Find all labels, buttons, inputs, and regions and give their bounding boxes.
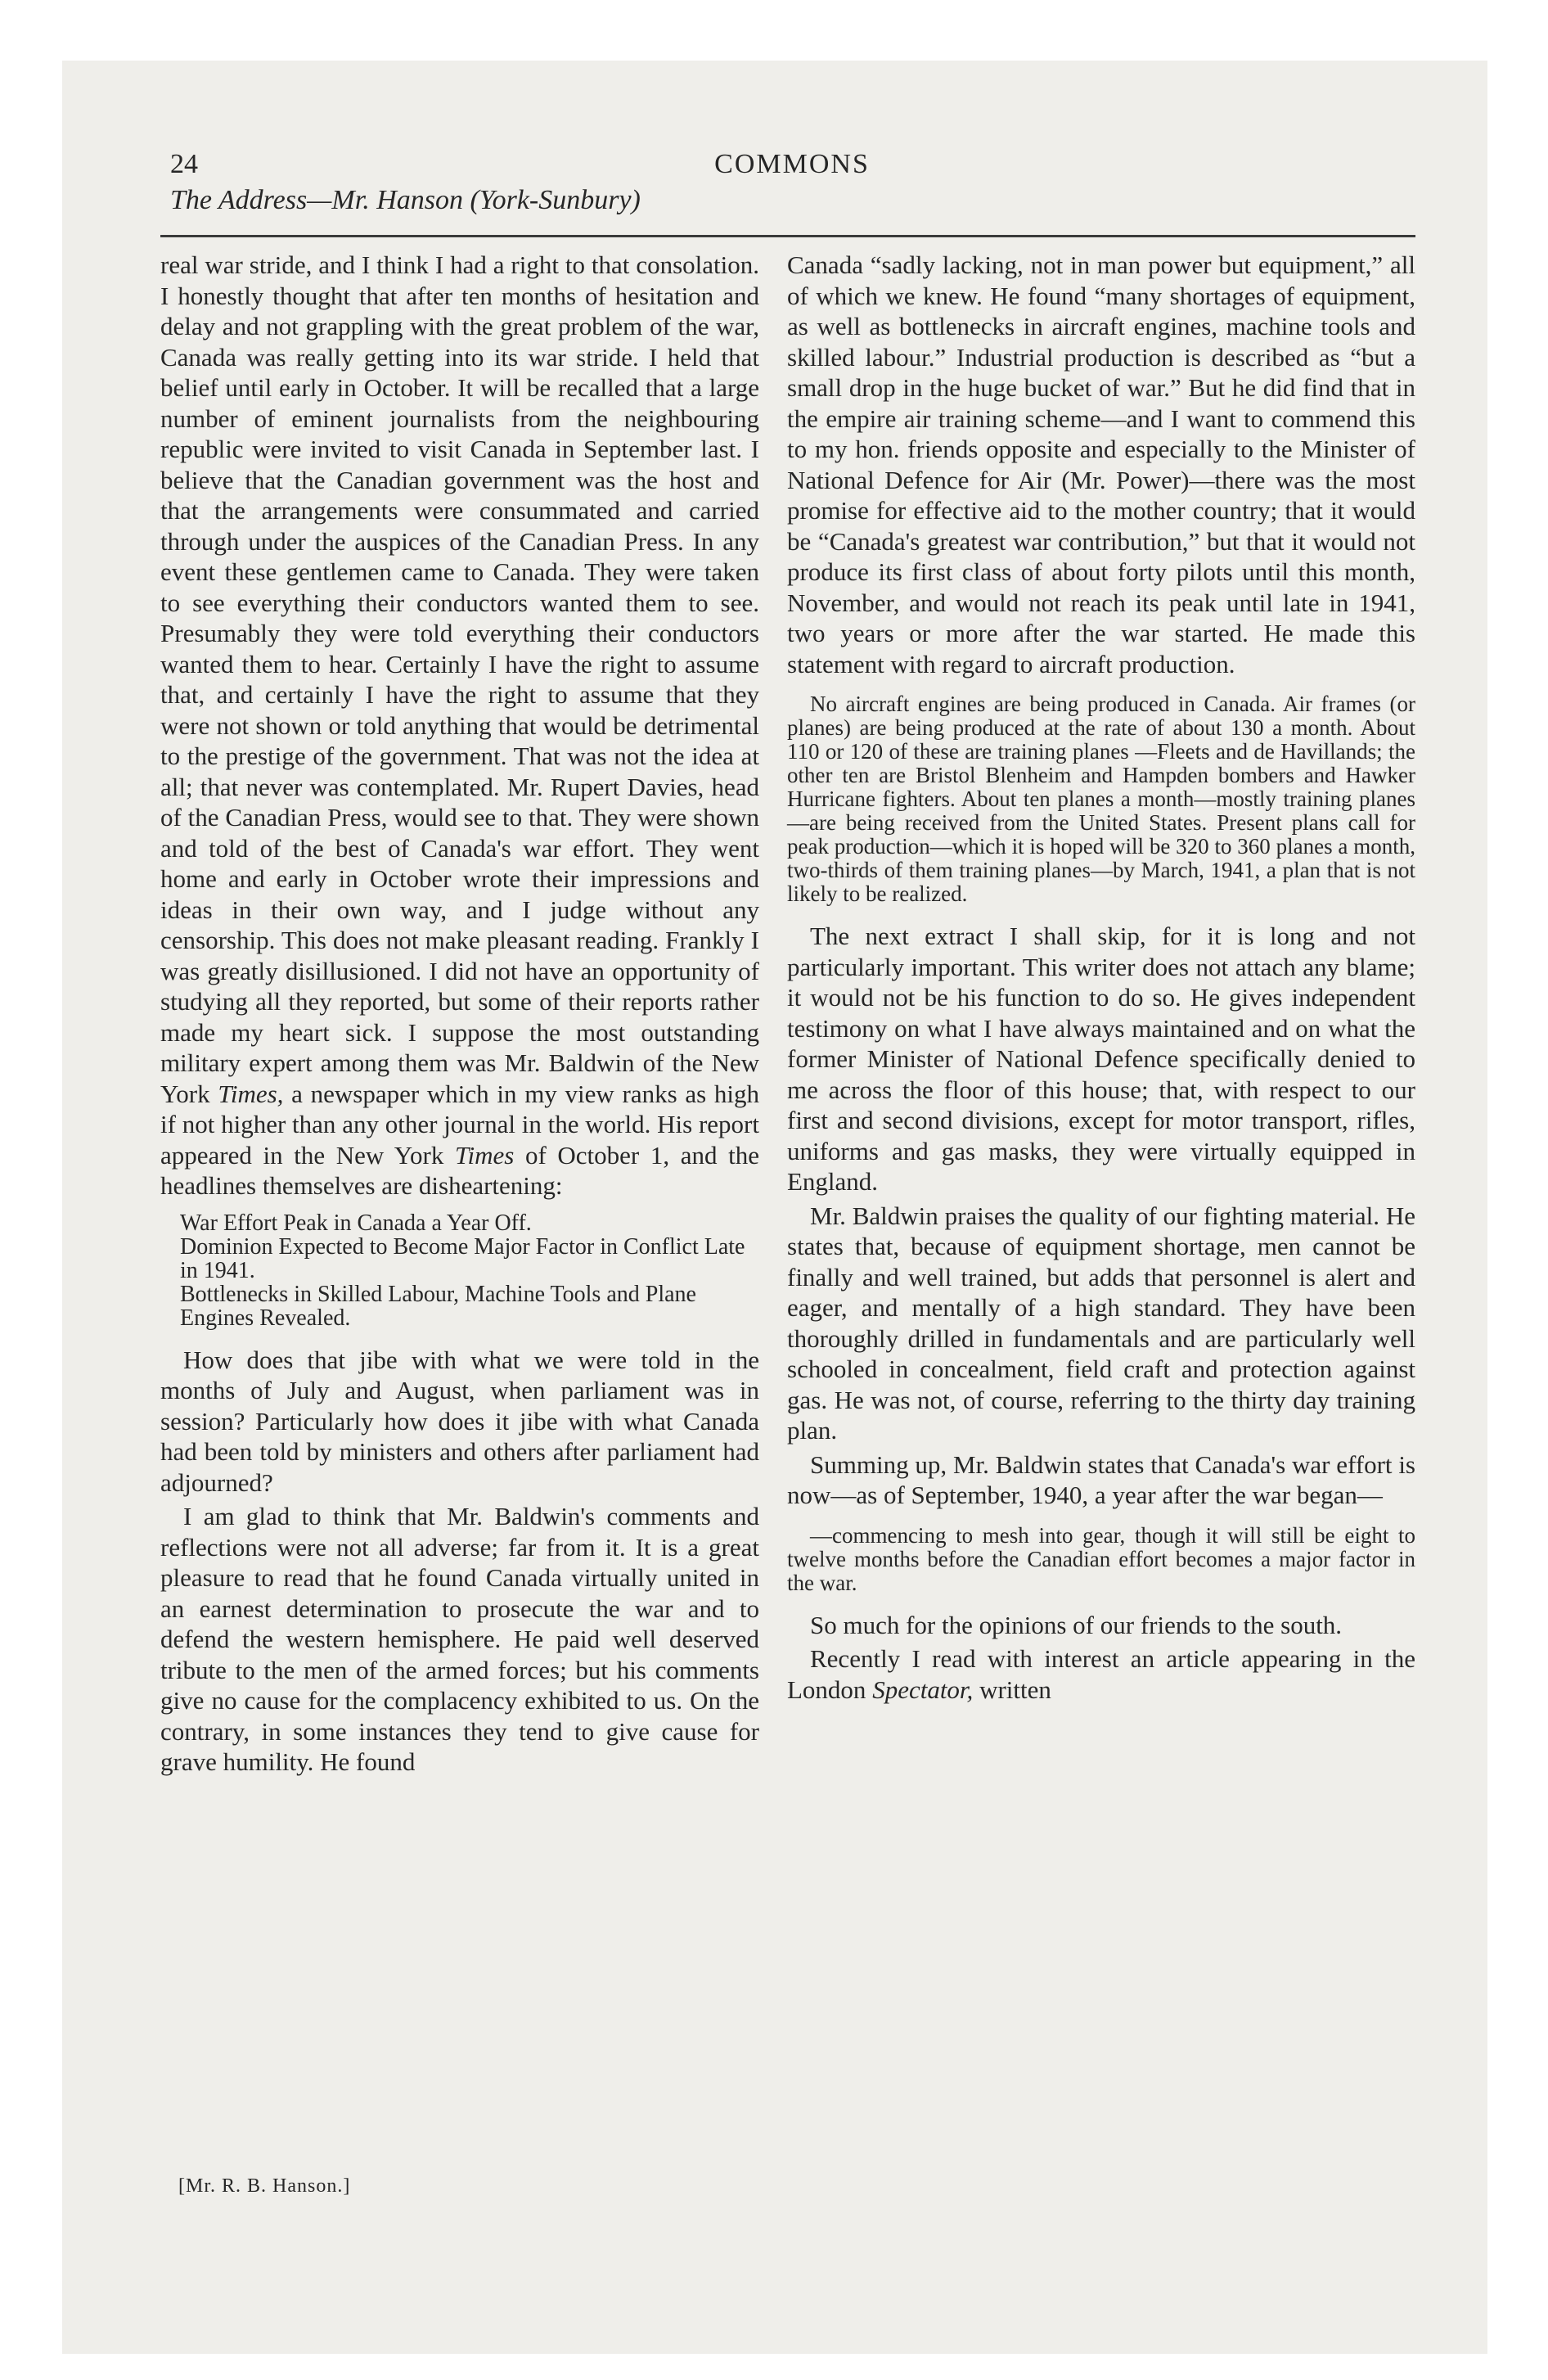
paragraph: Canada “sadly lacking, not in man power but equipment,” all of which we knew. He found “many shortages of equipment, as well as bottlenecks in aircraft engines, machine tools and skilled labour.” Industrial production is described as “but a small drop in the huge bucket of war.” But he did find that in the empire air training scheme—and I want to commend this to my hon. friends opposite and especially to the Minister of National Defence for Air (Mr. Power)—there was the most promise for effective aid to the mother country; that it would be “Canada's greatest war contribution,” but that it would not produce its first class of about forty pilots until this month, November, and would not reach its peak until late in 1941, two years or more after the war started. He made this statement with regard to aircraft production. xyxy=(787,250,1415,678)
italic-text: Times xyxy=(454,1140,515,1170)
paragraph: I am glad to think that Mr. Baldwin's comments and reflections were not all adverse; far from it. It is a great pleasure to read that he found Canada virtually united in an earnest determination to prosecute the war and to defend the western hemisphere. He paid well deserved tribute to the men of the armed forces; but his comments give no cause for the complacency exhibited to us. On the contrary, in some instances they tend to give cause for grave humility. He found xyxy=(160,1502,759,1776)
running-title: COMMONS xyxy=(714,149,870,179)
italic-text: Spectator, xyxy=(872,1675,974,1704)
paragraph-text: a newspaper which in my view ranks as high if not higher than any other journal in the world. His report appeared in the New York xyxy=(160,1079,760,1170)
paragraph: Summing up, Mr. Baldwin states that Canada's war effort is now—as of September, 1940, a year after the war began— xyxy=(787,1449,1415,1509)
paragraph: So much for the opinions of our friends to the south. xyxy=(810,1610,1343,1639)
header-rule xyxy=(160,235,1415,237)
paragraph-text: real war stride, and I think I had a right to that consolation. I honestly thought that after ten months of hesitation and delay and not grappling with the great problem of the war, Canada was really getting into its war stride. I held that belief until early in October. It will be recalled that a large number of eminent journalists from the neighbouring republic were invited to visit Canada in September last. I believe that the Canadian government was the host and that the arrangements were consummated and carried through under the auspices of the Canadian Press. In any event these gentlemen came to Canada. They were taken to see everything their conductors wanted them to see. Presumably they were told everything their conductors wanted them to hear. Certainly I have the right to assume that, and certainly I have the right to assume that they were not shown or told anything that would be detrimental to the prestige of the government. That was not the idea at all; that never was contemplated. Mr. Rupert Davies, head of the Canadian Press, would see to that. They were shown and told of the best of Canada's war effort. They went home and early in October wrote their impressions and ideas in their own way, and I judge without any censorship. This does not make pleasant reading. Frankly I was greatly disillusioned. I did not have an opportunity of studying all they reported, but some of their reports rather made my heart sick. I suppose the most outstanding military expert among them was Mr. Baldwin of the New York xyxy=(160,250,759,1108)
block-quote: No aircraft engines are being produced in Canada. Air frames (or planes) are being produced at the rate of about 130 a month. About 110 or 120 of these are training planes —Fleets and de Havillands; the other ten are Bristol Blenheim and Hampden bombers and Hawker Hurricane fighters. About ten planes a month—mostly training planes—are being received from the United States. Present plans call for peak production—which it is hoped will be 320 to 360 planes a month, two-thirds of them training planes—by March, 1941, a plan that is not likely to be realized. xyxy=(787,692,1415,906)
paragraph: Mr. Baldwin praises the quality of our fighting material. He states that, because of equipment shortage, men cannot be finally and well trained, but adds that personnel is alert and eager, and mentally of a high standard. They have been thoroughly drilled in fundamentals and are particularly well schooled in concealment, field craft and protection against gas. He was not, of course, referring to the thirty day training plan. xyxy=(787,1201,1415,1445)
paragraph: How does that jibe with what we were told in the months of July and August, when parliament was in session? Particularly how does it jibe with what Canada had been told by ministers and others after parliament had adjourned? xyxy=(160,1345,759,1497)
block-quote: —commencing to mesh into gear, though it will still be eight to twelve months before the Canadian effort becomes a major factor in the war. xyxy=(787,1522,1415,1595)
page-header xyxy=(170,146,1414,236)
headline: War Effort Peak in Canada a Year Off. xyxy=(180,1210,532,1236)
headline-list xyxy=(160,1211,759,1330)
speaker-byline: [Mr. R. B. Hanson.] xyxy=(178,2175,351,2197)
headline: Dominion Expected to Become Major Factor in Conflict Late in 1941. xyxy=(180,1233,745,1283)
paragraph xyxy=(160,250,759,1201)
paragraph xyxy=(787,1643,1415,1705)
section-subheading: The Address—Mr. Hanson (York-Sunbury) xyxy=(170,185,641,215)
left-column xyxy=(160,250,759,1781)
paragraph-text: of October 1, and the headlines themselves are disheartening: xyxy=(160,1140,759,1200)
right-column xyxy=(787,250,1415,1708)
page-number: 24 xyxy=(170,149,198,179)
paragraph-text: Recently I read with interest an article appearing in the London xyxy=(787,1644,1415,1704)
italic-text: Times, xyxy=(218,1079,284,1108)
paragraph: The next extract I shall skip, for it is long and not particularly important. This writer does not attach any blame; it would not be his function to do so. He gives independent testimony on what I have always maintained and on what the former Minister of National Defence specifically denied to me across the floor of this house; that, with respect to our first and second divisions, except for motor transport, rifles, uniforms and gas masks, they were virtually equipped in England. xyxy=(787,922,1415,1196)
headline: Bottlenecks in Skilled Labour, Machine Tools and Plane Engines Revealed. xyxy=(180,1281,696,1331)
paragraph-text: written xyxy=(973,1675,1051,1704)
